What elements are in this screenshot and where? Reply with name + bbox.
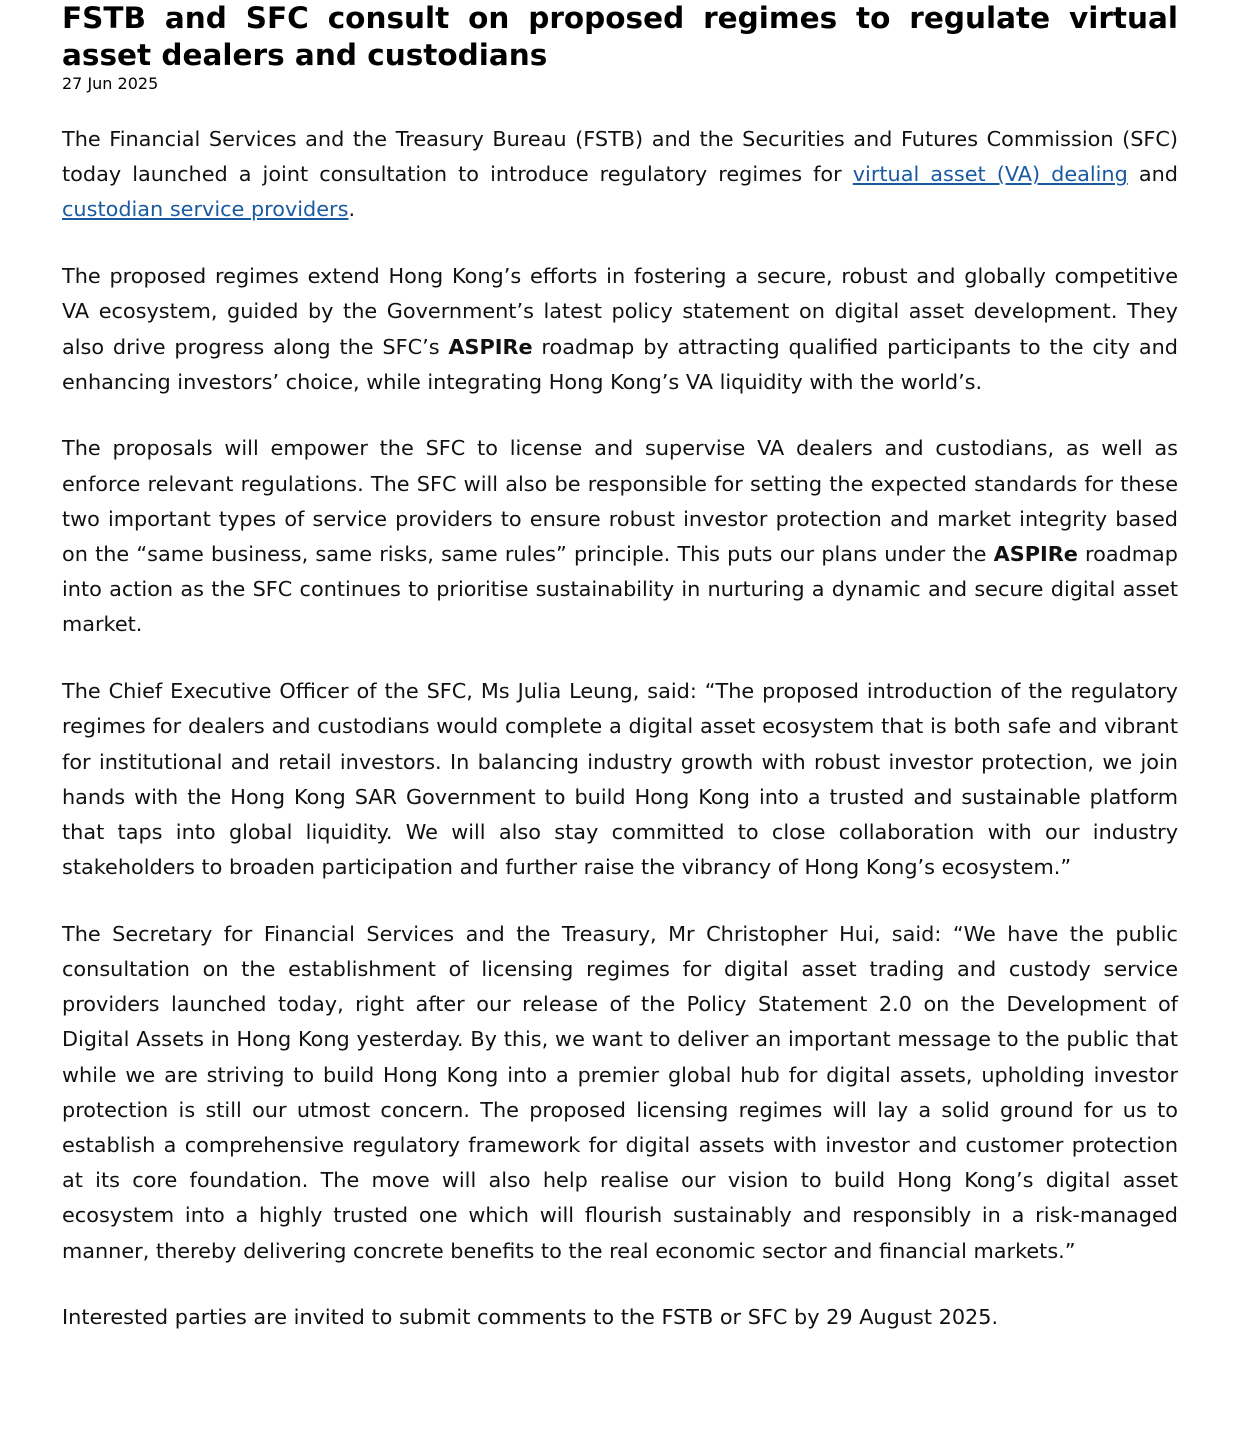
article — [62, 0, 1178, 1367]
va-dealing-link[interactable]: virtual asset (VA) dealing — [852, 162, 1128, 187]
aspire-emphasis: ASPIRe — [448, 334, 533, 359]
paragraph-intro — [62, 122, 1178, 228]
paragraph-text: and — [1127, 162, 1178, 187]
publication-date: 27 Jun 2025 — [62, 74, 159, 93]
aspire-emphasis: ASPIRe — [993, 542, 1078, 567]
paragraph-text: The proposed regimes extend Hong Kong’s efforts in fostering a secure, robust and globally competitive VA ecosystem, guided by the Government’s latest policy statement on digital asset development. They also drive progress along the SFC’s — [62, 264, 1178, 359]
page-title: FSTB and SFC consult on proposed regimes to regulate virtual asset dealers and custodians — [62, 1, 1178, 72]
paragraph-text: . — [348, 197, 356, 222]
custodian-service-providers-link[interactable]: custodian service providers — [62, 197, 349, 222]
paragraph-text: roadmap into action as the SFC continues to prioritise sustainability in nurturing a dynamic and secure digital asset market. — [62, 542, 1178, 637]
paragraph-ceo-quote: The Chief Executive Officer of the SFC, Ms Julia Leung, said: “The proposed introduction of the regulatory regimes for dealers and custodians would complete a digital asset ecosystem that is both safe and vibrant for institutional and retail investors. In balancing industry growth with robust investor protection, we join hands with the Hong Kong SAR Government to build Hong Kong into a trusted and sustainable platform that taps into global liquidity. We will also stay committed to close collaboration with our industry stakeholders to broaden participation and further raise the vibrancy of Hong Kong’s ecosystem.” — [62, 679, 1178, 880]
paragraph-secretary-quote: The Secretary for Financial Services and the Treasury, Mr Christopher Hui, said: “We have the public consultation on the establishment of licensing regimes for digital asset trading and custody service providers launched today, right after our release of the Policy Statement 2.0 on the Development of Digital Assets in Hong Kong yesterday. By this, we want to deliver an important message to the public that while we are striving to build Hong Kong into a premier global hub for digital assets, upholding investor protection is still our utmost concern. The proposed licensing regimes will lay a solid ground for us to establish a comprehensive regulatory framework for digital assets with investor and customer protection at its core foundation. The move will also help realise our vision to build Hong Kong’s digital asset ecosystem into a highly trusted one which will flourish sustainably and responsibly in a risk-managed manner, thereby delivering concrete benefits to the real economic sector and financial markets.” — [62, 921, 1178, 1263]
paragraph-text: The Financial Services and the Treasury Bureau (FSTB) and the Securities and Futures Commission (SFC) today launched a joint consultation to introduce regulatory regimes for — [62, 127, 1178, 187]
paragraph-text: The proposals will empower the SFC to license and supervise VA dealers and custodians, as well as enforce relevant regulations. The SFC will also be responsible for setting the expected standards for these two important types of service providers to ensure robust investor protection and market integrity based on the “same business, same risks, same rules” principle. This puts our plans under the — [62, 436, 1178, 567]
paragraph-regimes — [62, 259, 1178, 400]
paragraph-submission-deadline: Interested parties are invited to submit comments to the FSTB or SFC by 29 August 2025. — [62, 1305, 999, 1330]
paragraph-proposals — [62, 431, 1178, 642]
paragraph-text: roadmap by attracting qualified participants to the city and enhancing investors’ choice, while integrating Hong Kong’s VA liquidity with the world’s. — [62, 334, 1178, 394]
